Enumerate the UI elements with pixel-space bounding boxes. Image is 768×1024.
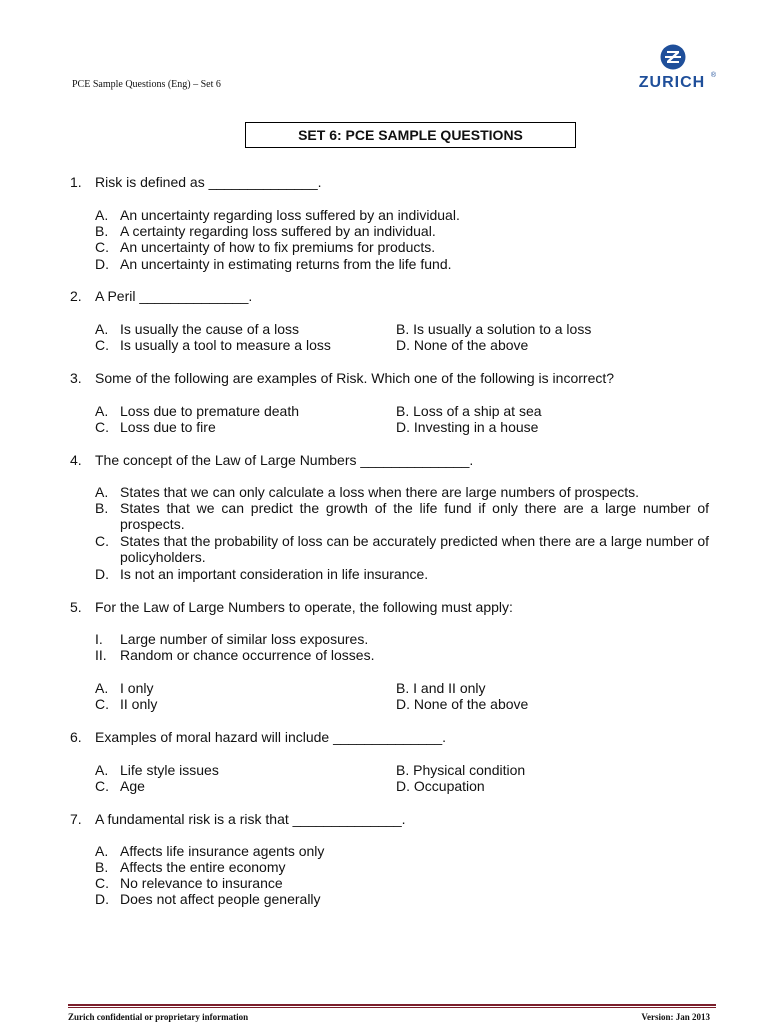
- option-letter: B.: [396, 680, 410, 696]
- option-text: Loss due to fire: [120, 419, 216, 435]
- question-number: 2.: [70, 288, 82, 304]
- option-letter: D.: [396, 337, 410, 353]
- option-letter: A.: [95, 680, 109, 696]
- question-number: 5.: [70, 599, 82, 615]
- question-number: 7.: [70, 811, 82, 827]
- zurich-z-logo-icon: [660, 44, 686, 70]
- option-letter: D.: [95, 566, 109, 582]
- footer-rule-thin: [68, 1007, 716, 1008]
- option-text: Does not affect people generally: [120, 891, 321, 907]
- option-2d: [396, 337, 528, 353]
- option-text: Age: [120, 778, 145, 794]
- option-letter: D.: [396, 778, 410, 794]
- option-letter: B.: [396, 762, 410, 778]
- zurich-logo: [634, 44, 716, 94]
- option-text: I only: [120, 680, 154, 696]
- question-text: For the Law of Large Numbers to operate, the following must apply:: [95, 599, 513, 615]
- option-6b: [396, 762, 525, 778]
- footer-confidentiality-note: Zurich confidential or proprietary information: [68, 1012, 249, 1022]
- option-letter: B.: [396, 403, 410, 419]
- statement-number: I.: [95, 631, 103, 647]
- question-number: 4.: [70, 452, 82, 468]
- option-text: Affects the entire economy: [120, 859, 286, 875]
- option-5d: [396, 696, 528, 712]
- option-letter: A.: [95, 484, 109, 500]
- option-text: Affects life insurance agents only: [120, 843, 325, 859]
- option-letter: D.: [396, 696, 410, 712]
- question-text: Some of the following are examples of Risk. Which one of the following is incorrect?: [95, 370, 615, 386]
- question-text: A Peril ______________.: [95, 288, 253, 304]
- option-letter: A.: [95, 762, 109, 778]
- option-letter: C.: [95, 778, 109, 794]
- statement-text: Random or chance occurrence of losses.: [120, 647, 375, 663]
- footer-version: Version: Jan 2013: [641, 1012, 710, 1022]
- option-text: Occupation: [413, 778, 485, 794]
- brand-name: ZURICH: [638, 74, 706, 91]
- option-letter: C.: [95, 875, 109, 891]
- question-text: The concept of the Law of Large Numbers ______________.: [95, 452, 474, 468]
- option-letter: D.: [396, 419, 410, 435]
- registered-mark: ®: [710, 72, 716, 79]
- option-3d: [396, 419, 538, 435]
- option-letter: C.: [95, 696, 109, 712]
- option-text: Investing in a house: [413, 419, 539, 435]
- option-text: States that we can only calculate a loss when there are large numbers of prospects.: [120, 484, 640, 500]
- option-2b: [396, 321, 591, 337]
- option-letter: A.: [95, 207, 109, 223]
- option-letter: B.: [396, 321, 410, 337]
- option-letter: C.: [95, 533, 109, 549]
- option-text: II only: [120, 696, 158, 712]
- option-letter: C.: [95, 239, 109, 255]
- option-letter: A.: [95, 321, 109, 337]
- option-text: An uncertainty regarding loss suffered by an individual.: [120, 207, 460, 223]
- option-text: Is usually a solution to a loss: [413, 321, 592, 337]
- option-letter: A.: [95, 843, 109, 859]
- option-letter: B.: [95, 223, 109, 239]
- option-letter: C.: [95, 419, 109, 435]
- option-text: Loss due to premature death: [120, 403, 300, 419]
- statement-number: II.: [95, 647, 107, 663]
- document-label: PCE Sample Questions (Eng) – Set 6: [72, 79, 221, 90]
- question-text: A fundamental risk is a risk that ______________.: [95, 811, 406, 827]
- option-text: Is not an important consideration in life insurance.: [120, 566, 429, 582]
- option-text: Is usually the cause of a loss: [120, 321, 299, 337]
- option-text: None of the above: [413, 696, 529, 712]
- option-letter: D.: [95, 256, 109, 272]
- option-text: States that the probability of loss can be accurately predicted when there are a large number of policyholders.: [120, 533, 709, 566]
- question-number: 6.: [70, 729, 82, 745]
- option-text: Life style issues: [120, 762, 219, 778]
- option-text: No relevance to insurance: [120, 875, 283, 891]
- option-text: An uncertainty of how to fix premiums for products.: [120, 239, 436, 255]
- question-text: Risk is defined as ______________.: [95, 174, 322, 190]
- option-text: Physical condition: [413, 762, 526, 778]
- question-text: Examples of moral hazard will include ______________.: [95, 729, 446, 745]
- option-letter: B.: [95, 859, 109, 875]
- footer-rule: [68, 1004, 716, 1006]
- statement-text: Large number of similar loss exposures.: [120, 631, 369, 647]
- question-number: 3.: [70, 370, 82, 386]
- option-text: I and II only: [413, 680, 486, 696]
- option-3b: [396, 403, 542, 419]
- question-number: 1.: [70, 174, 82, 190]
- option-letter: D.: [95, 891, 109, 907]
- option-text: A certainty regarding loss suffered by an individual.: [120, 223, 436, 239]
- option-text: Loss of a ship at sea: [413, 403, 542, 419]
- option-letter: A.: [95, 403, 109, 419]
- option-text: States that we can predict the growth of the life fund if only there are a large number of prospects.: [120, 500, 709, 533]
- option-5b: [396, 680, 486, 696]
- option-text: None of the above: [413, 337, 529, 353]
- option-letter: C.: [95, 337, 109, 353]
- option-text: Is usually a tool to measure a loss: [120, 337, 331, 353]
- page-title: SET 6: PCE SAMPLE QUESTIONS: [245, 122, 576, 148]
- option-6d: [396, 778, 485, 794]
- option-letter: B.: [95, 500, 109, 516]
- option-text: An uncertainty in estimating returns from the life fund.: [120, 256, 452, 272]
